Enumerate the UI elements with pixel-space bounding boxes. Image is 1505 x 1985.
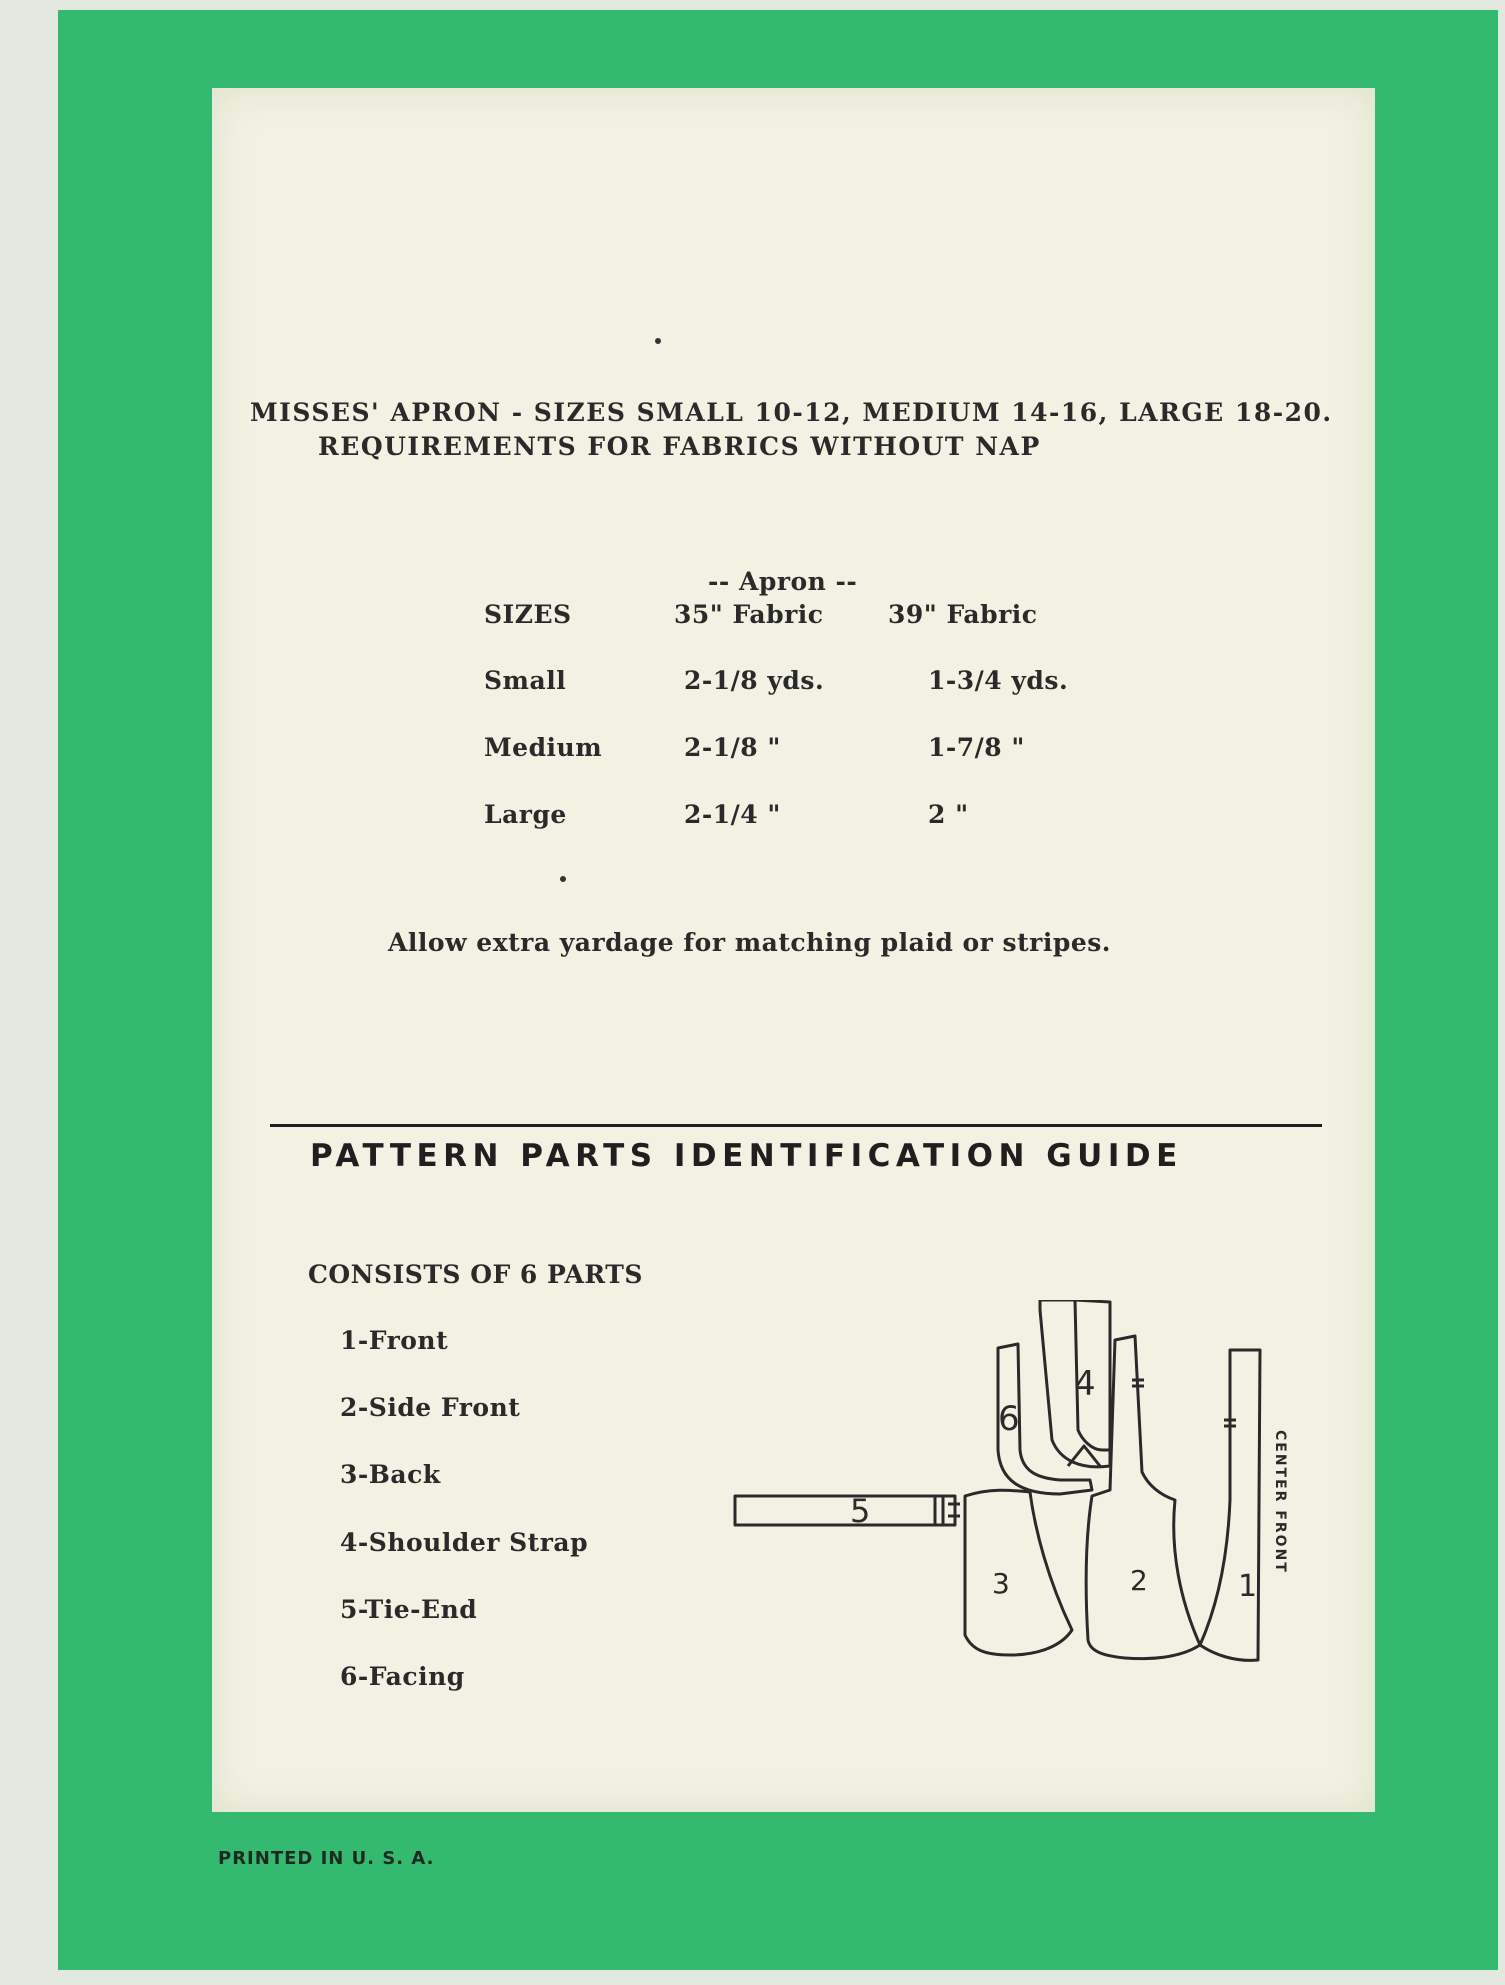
diagram-label-6: 6 — [998, 1399, 1020, 1439]
pattern-layout-diagram — [730, 1300, 1290, 1680]
print-speck — [560, 876, 566, 882]
table-row-medium-35: 2-1/8 " — [684, 733, 781, 762]
table-row-large-39: 2 " — [928, 800, 969, 829]
pattern-guide-title: PATTERN PARTS IDENTIFICATION GUIDE — [310, 1138, 1183, 1174]
diagram-part-3-back — [965, 1490, 1072, 1655]
part-item-front: 1-Front — [340, 1326, 449, 1355]
apron-sizes-heading: MISSES' APRON - SIZES SMALL 10-12, MEDIUM 14-16, LARGE 18-20. — [250, 398, 1333, 427]
table-row-large-size: Large — [484, 800, 567, 829]
apron-group-header: -- Apron -- — [708, 567, 858, 596]
col-header-sizes: SIZES — [484, 600, 572, 629]
diagram-label-1: 1 — [1238, 1569, 1258, 1604]
diagram-label-3: 3 — [992, 1567, 1010, 1600]
part-item-side-front: 2-Side Front — [340, 1393, 521, 1422]
plaid-stripes-note: Allow extra yardage for matching plaid or stripes. — [388, 928, 1112, 957]
section-divider — [270, 1124, 1322, 1127]
diagram-part-1-front — [1200, 1350, 1260, 1660]
table-row-large-35: 2-1/4 " — [684, 800, 781, 829]
table-row-medium-39: 1-7/8 " — [928, 733, 1025, 762]
center-front-label: CENTER FRONT — [1272, 1430, 1288, 1574]
diagram-label-4: 4 — [1074, 1364, 1096, 1404]
diagram-label-2: 2 — [1130, 1564, 1148, 1597]
part-item-back: 3-Back — [340, 1460, 441, 1489]
diagram-part-2-side-front — [1086, 1336, 1200, 1659]
table-row-small-size: Small — [484, 666, 567, 695]
part-item-shoulder-strap: 4-Shoulder Strap — [340, 1528, 589, 1557]
parts-count-heading: CONSISTS OF 6 PARTS — [308, 1260, 643, 1289]
col-header-39-fabric: 39" Fabric — [888, 600, 1038, 629]
print-speck — [655, 338, 661, 344]
col-header-35-fabric: 35" Fabric — [674, 600, 824, 629]
diagram-label-5: 5 — [850, 1492, 871, 1530]
diagram-part-5-tie-end — [735, 1496, 955, 1525]
fabric-requirements-heading: REQUIREMENTS FOR FABRICS WITHOUT NAP — [318, 432, 1041, 461]
part-item-tie-end: 5-Tie-End — [340, 1595, 478, 1624]
table-row-medium-size: Medium — [484, 733, 603, 762]
table-row-small-39: 1-3/4 yds. — [928, 666, 1069, 695]
printed-in-usa: PRINTED IN U. S. A. — [218, 1848, 435, 1869]
part-item-facing: 6-Facing — [340, 1662, 465, 1691]
table-row-small-35: 2-1/8 yds. — [684, 666, 825, 695]
